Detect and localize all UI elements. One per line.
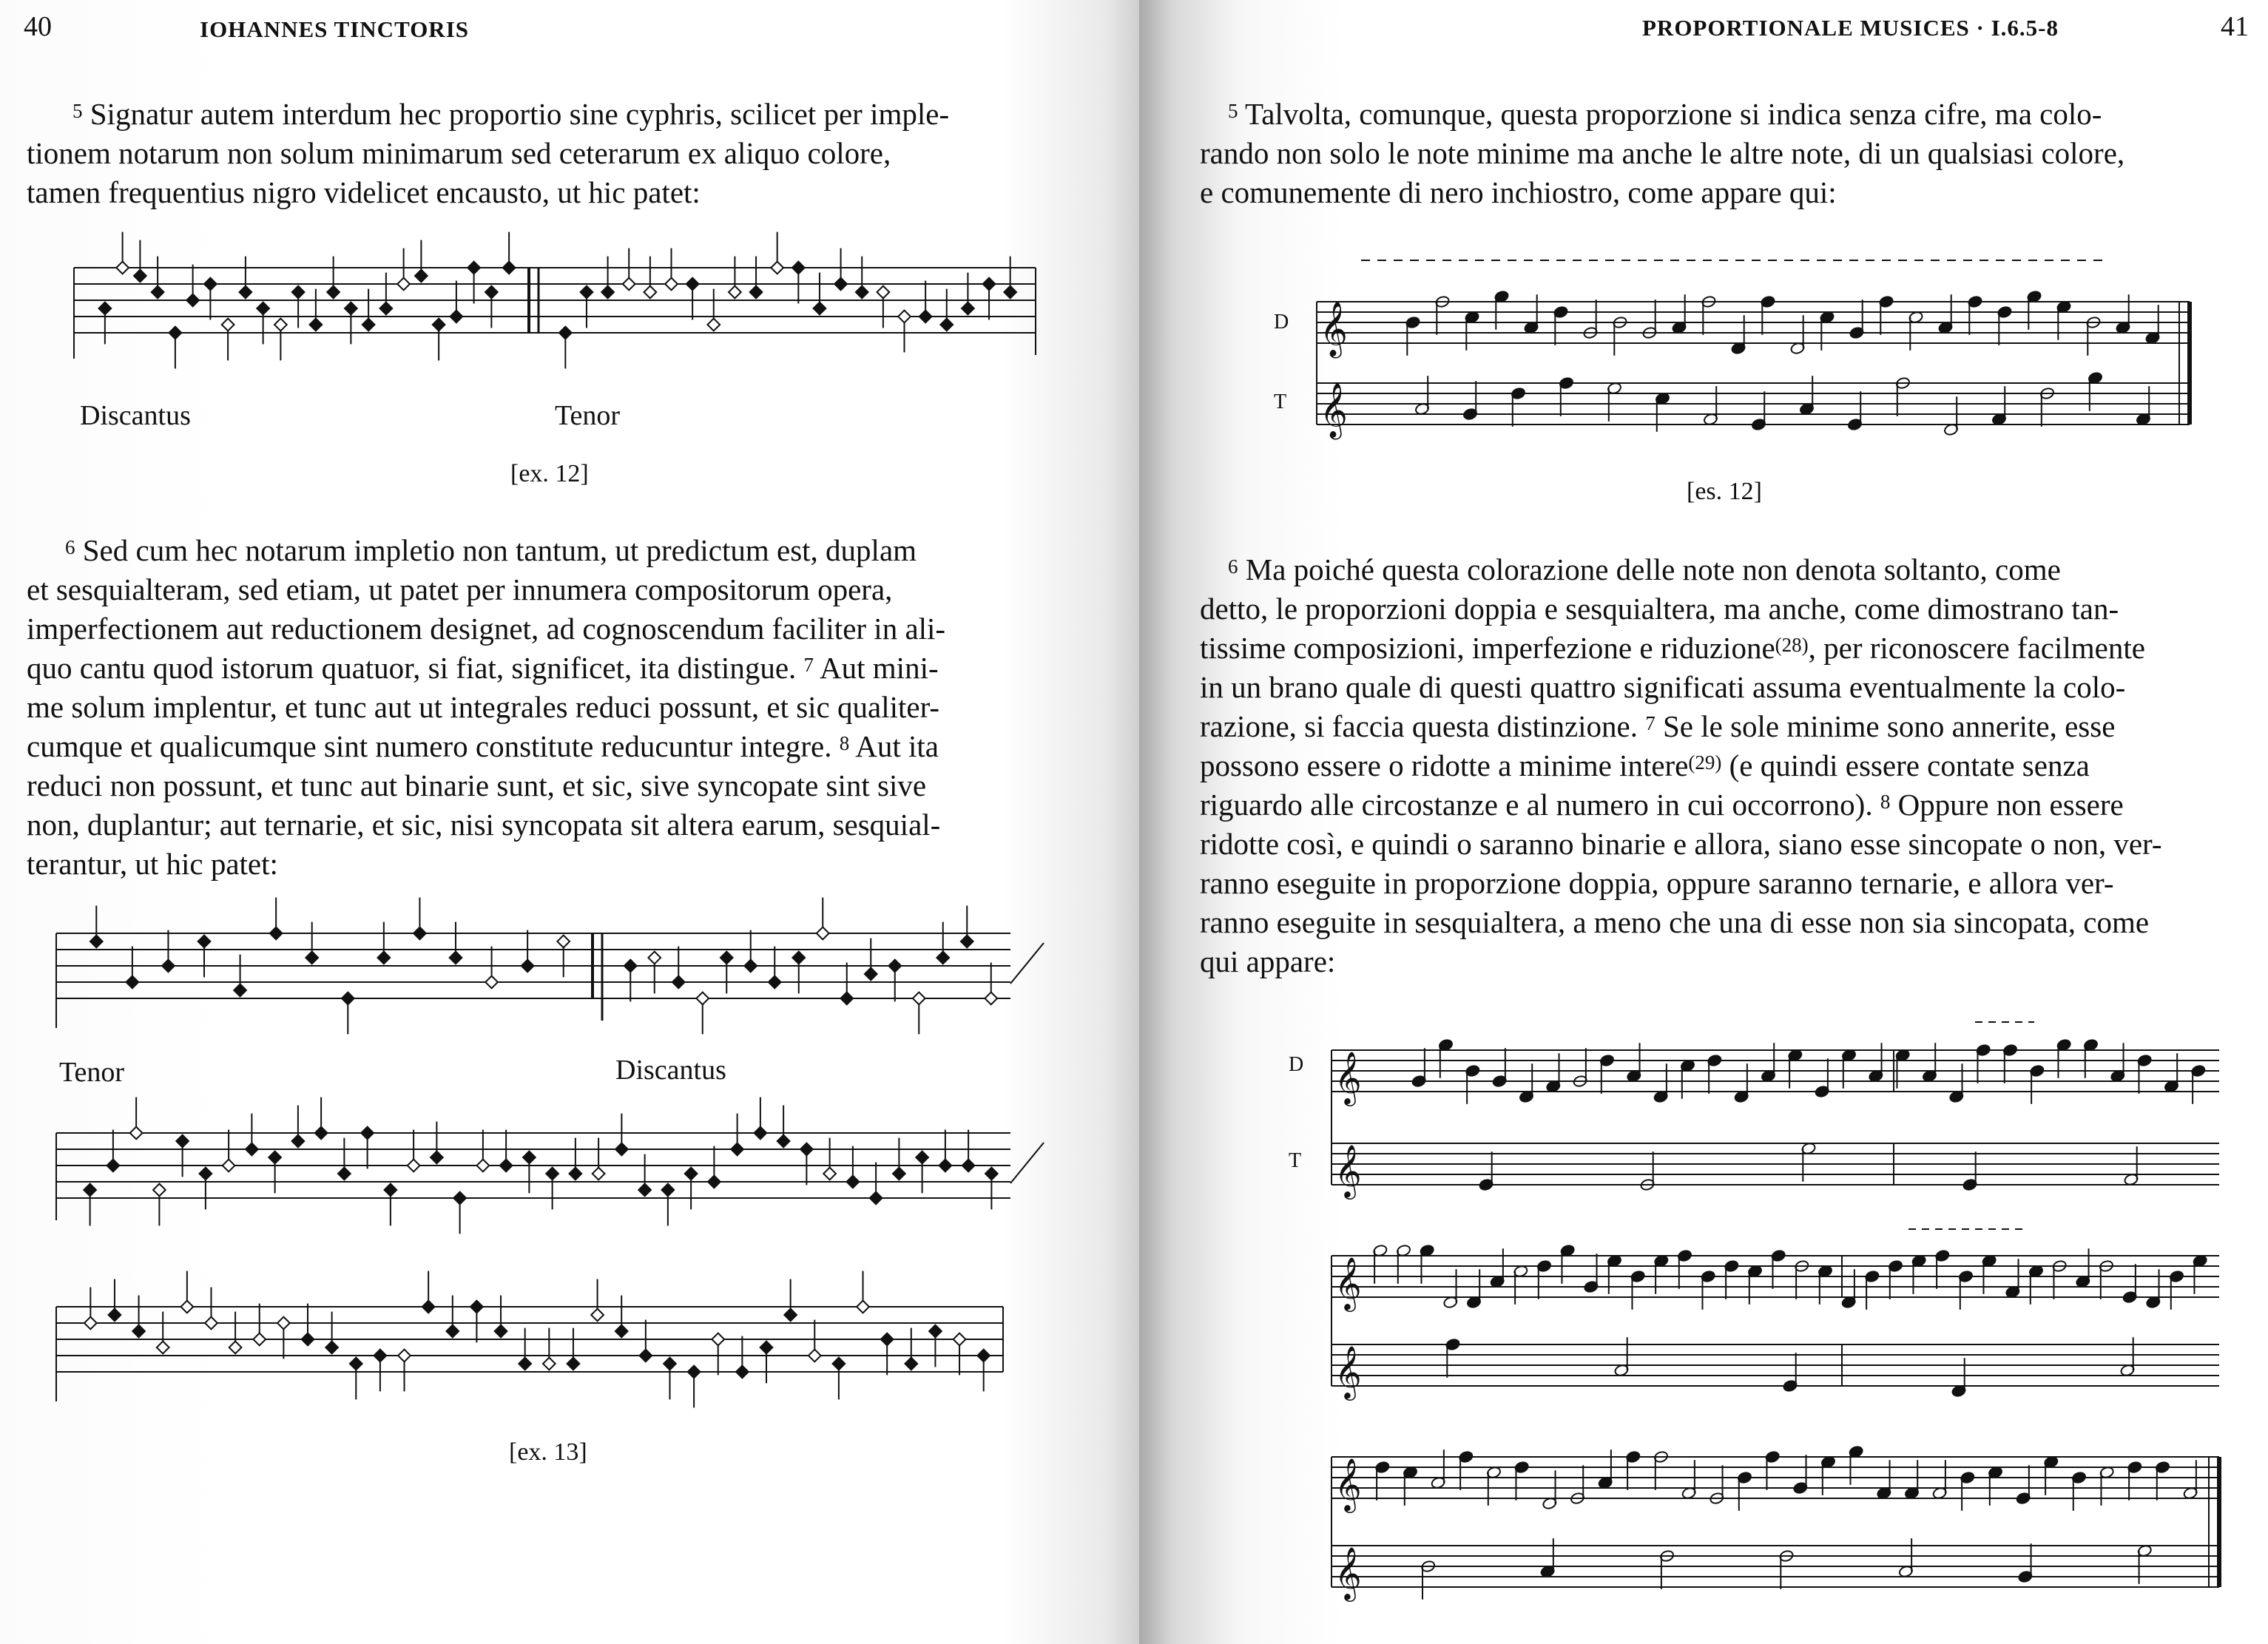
mensural-note bbox=[546, 1168, 558, 1180]
mensural-note bbox=[792, 952, 805, 964]
text-line: ranno eseguite in proporzione doppia, oppure saranno ternarie, e allora ver- bbox=[1200, 866, 2114, 900]
text-line: Signatur autem interdum hec proportio sine cyphris, scilicet per imple- bbox=[90, 97, 950, 131]
text-line: tionem notarum non solum minimarum sed ceterarum ex aliquo colore, bbox=[27, 136, 891, 170]
mensural-note bbox=[639, 1350, 652, 1362]
text-line: Talvolta, comunque, questa proporzione si indica senza cifre, ma colo- bbox=[1245, 97, 2102, 131]
mensural-note bbox=[84, 1184, 96, 1197]
text-line: tissime composizioni, imperfezione e riduzione bbox=[1200, 631, 1775, 665]
mensural-note bbox=[306, 952, 318, 964]
mensural-note bbox=[397, 278, 410, 291]
mensural-note bbox=[615, 1325, 628, 1338]
mensural-note bbox=[292, 286, 305, 299]
mensural-note bbox=[856, 286, 868, 299]
paragraph-6-italian bbox=[1200, 550, 2235, 981]
mensural-note bbox=[954, 1333, 966, 1346]
mensural-note bbox=[962, 1160, 975, 1172]
mensural-note bbox=[731, 1143, 743, 1156]
text-line: ranno eseguite in sesquialtera, a meno che una di esse non sia sincopata, come bbox=[1200, 905, 2150, 939]
mensural-note bbox=[107, 1160, 120, 1172]
mensural-note bbox=[665, 278, 678, 291]
mensural-note bbox=[162, 960, 175, 972]
mensural-note bbox=[769, 976, 781, 989]
text-line: cumque et qualicumque sint numero constitute reducuntur integre. bbox=[27, 729, 832, 763]
running-head-left: IOHANNES TINCTORIS bbox=[200, 16, 469, 42]
mensural-note bbox=[936, 952, 949, 964]
mensural-note bbox=[662, 1184, 675, 1197]
mensural-note bbox=[345, 302, 357, 315]
music-example-13-modern-system-2 bbox=[1324, 1220, 2227, 1405]
mensural-note bbox=[567, 1358, 580, 1370]
mensural-note bbox=[446, 1325, 459, 1338]
music-example-13-system-2 bbox=[49, 1124, 1055, 1235]
mensural-note bbox=[777, 1135, 790, 1148]
mensural-note bbox=[270, 927, 283, 940]
mensural-note bbox=[750, 286, 763, 299]
mensural-note bbox=[90, 936, 103, 948]
running-head-right: PROPORTIONALE MUSICES · I.6.5-8 bbox=[1642, 15, 2059, 41]
mensural-note bbox=[672, 976, 685, 989]
mensural-note bbox=[433, 319, 445, 331]
mensural-note bbox=[450, 952, 462, 964]
mensural-note bbox=[736, 1366, 749, 1379]
mensural-note bbox=[940, 319, 953, 331]
mensural-note bbox=[200, 1168, 212, 1180]
mensural-note bbox=[350, 1358, 362, 1370]
mensural-note bbox=[495, 1325, 507, 1338]
mensural-note bbox=[338, 1168, 351, 1180]
mensural-note bbox=[840, 992, 853, 1005]
voice-label-discantus: Discantus bbox=[615, 1055, 726, 1086]
mensural-note bbox=[414, 927, 426, 940]
text-line: Sed cum hec notarum impletio non tantum, ut predictum est, duplam bbox=[82, 533, 917, 567]
sentence-number: 8 bbox=[839, 732, 850, 754]
text-line: Aut ita bbox=[855, 729, 939, 763]
text-line: Se le sole minime sono annerite, esse bbox=[1662, 709, 2116, 743]
mensural-note bbox=[744, 960, 757, 972]
mensural-note bbox=[929, 1325, 942, 1338]
mensural-note bbox=[898, 311, 911, 323]
voice-label-discantus: Discantus bbox=[80, 400, 191, 431]
mensural-note bbox=[847, 1176, 860, 1188]
mensural-note bbox=[729, 286, 741, 299]
mensural-note bbox=[834, 278, 847, 291]
mensural-note bbox=[415, 270, 428, 283]
text-line: tamen frequentius nigro videlicet encausto, ut hic patet: bbox=[27, 175, 701, 209]
mensural-note bbox=[99, 302, 112, 315]
mensural-note bbox=[543, 1358, 556, 1370]
mensural-note bbox=[503, 262, 516, 274]
sentence-number: 7 bbox=[803, 654, 814, 676]
mensural-note bbox=[362, 319, 375, 331]
mensural-note bbox=[361, 1127, 374, 1140]
treble-clef-icon: 𝄞 bbox=[1334, 1546, 1362, 1600]
music-example-13-modern-system-1 bbox=[1324, 1013, 2227, 1205]
mensural-note bbox=[522, 960, 534, 972]
mensural-note bbox=[601, 286, 614, 299]
mensural-note bbox=[485, 286, 498, 299]
mensural-note bbox=[800, 1143, 813, 1156]
right-page bbox=[1139, 0, 2268, 1644]
mensural-note bbox=[380, 302, 393, 315]
mensural-note bbox=[961, 936, 973, 948]
treble-clef-icon: 𝄞 bbox=[1334, 1256, 1362, 1310]
mensural-note bbox=[198, 936, 211, 948]
mensural-note bbox=[857, 1301, 869, 1313]
mensural-note bbox=[1004, 286, 1016, 299]
text-line: in un brano quale di questi quattro significati assuma eventualmente la colo- bbox=[1200, 670, 2126, 704]
text-line: reduci non possunt, et tunc aut binarie sunt, et sic, sive syncopate sint sive bbox=[27, 768, 927, 802]
mensural-note bbox=[240, 286, 252, 299]
mensural-note bbox=[648, 952, 661, 964]
sentence-number: 8 bbox=[1880, 791, 1891, 813]
mensural-note bbox=[204, 278, 217, 291]
mensural-note bbox=[377, 952, 390, 964]
text-line: (e quindi essere contate senza bbox=[1729, 748, 2090, 782]
text-line: terantur, ut hic patet: bbox=[27, 847, 278, 881]
mensural-note bbox=[559, 327, 572, 339]
mensural-note bbox=[962, 302, 974, 315]
staff-label-d: D bbox=[1274, 311, 1289, 334]
mensural-note bbox=[814, 302, 826, 315]
mensural-note bbox=[708, 1176, 720, 1188]
text-line: Ma poiché questa colorazione delle note non denota soltanto, come bbox=[1245, 552, 2061, 586]
mensural-note bbox=[186, 294, 199, 307]
paragraph-number: 5 bbox=[1228, 100, 1238, 122]
mensural-note bbox=[223, 1160, 235, 1172]
mensural-note bbox=[468, 262, 480, 274]
paragraph-number: 5 bbox=[72, 100, 83, 122]
text-line: razione, si faccia questa distinzione. bbox=[1200, 709, 1638, 743]
example-caption: [es. 12] bbox=[1687, 478, 1762, 505]
mensural-note bbox=[477, 1160, 490, 1172]
mensural-note bbox=[274, 319, 287, 331]
mensural-note bbox=[615, 1143, 628, 1156]
mensural-note bbox=[500, 1160, 513, 1172]
mensural-note bbox=[623, 278, 635, 291]
staff-label-d: D bbox=[1289, 1053, 1304, 1076]
mensural-note bbox=[315, 1127, 328, 1140]
treble-clef-icon: 𝄞 bbox=[1320, 383, 1348, 438]
mensural-note bbox=[638, 1184, 651, 1197]
page-number-right: 41 bbox=[2221, 11, 2249, 42]
mensural-note bbox=[450, 311, 463, 323]
mensural-note bbox=[157, 1342, 169, 1354]
mensural-note bbox=[985, 992, 997, 1005]
mensural-note bbox=[398, 1350, 411, 1362]
mensural-note bbox=[134, 270, 146, 283]
mensural-note bbox=[132, 1325, 145, 1338]
text-line: me solum implentur, et tunc aut ut integrales reduci possunt, et sic qualiter- bbox=[27, 690, 940, 724]
mensural-note bbox=[84, 1317, 97, 1330]
mensural-note bbox=[557, 936, 570, 948]
treble-clef-icon: 𝄞 bbox=[1334, 1143, 1362, 1197]
mensural-note bbox=[523, 1151, 536, 1164]
paragraph-6-latin bbox=[27, 531, 1077, 884]
mensural-note bbox=[153, 1184, 166, 1197]
text-line: et sesquialteram, sed etiam, ut patet per innumera compositorum opera, bbox=[27, 572, 893, 606]
mensural-note bbox=[253, 1333, 266, 1346]
mensural-note bbox=[784, 1309, 797, 1322]
mensural-note bbox=[374, 1350, 387, 1362]
mensural-note bbox=[342, 992, 354, 1005]
mensural-note bbox=[833, 1358, 846, 1370]
voice-label-tenor: Tenor bbox=[59, 1057, 125, 1088]
music-example-13-modern-system-3 bbox=[1324, 1427, 2227, 1612]
mensural-note bbox=[327, 286, 340, 299]
mensural-note bbox=[707, 319, 720, 331]
music-example-13-system-3 bbox=[49, 1298, 1055, 1416]
mensural-note bbox=[688, 1366, 701, 1379]
mensural-note bbox=[277, 1317, 290, 1330]
mensural-note bbox=[870, 1192, 882, 1205]
music-example-12-modern bbox=[1309, 251, 2212, 444]
mensural-note bbox=[422, 1301, 435, 1313]
text-line: Aut mini- bbox=[820, 651, 939, 685]
mensural-note bbox=[385, 1184, 397, 1197]
mensural-note bbox=[919, 311, 932, 323]
text-line: possono essere o ridotte a minime intere bbox=[1200, 748, 1689, 782]
mensural-note bbox=[905, 1358, 917, 1370]
text-line: detto, le proporzioni doppia e sesquialtera, ma anche, come dimostrano tan- bbox=[1200, 592, 2119, 626]
sentence-number: 7 bbox=[1645, 712, 1656, 734]
staff-label-t: T bbox=[1274, 390, 1287, 413]
example-caption: [ex. 12] bbox=[510, 460, 589, 487]
mensural-note bbox=[302, 1333, 314, 1346]
mensural-note bbox=[755, 1127, 767, 1140]
mensural-note bbox=[453, 1192, 466, 1205]
mensural-note bbox=[809, 1350, 821, 1362]
mensural-note bbox=[109, 1309, 121, 1322]
mensural-note bbox=[116, 262, 129, 274]
mensural-note bbox=[760, 1342, 773, 1354]
text-line: ridotte così, e quindi o saranno binarie e allora, siano esse sincopate o non, ver- bbox=[1200, 827, 2162, 861]
text-line: Oppure non essere bbox=[1897, 788, 2124, 822]
mensural-note bbox=[246, 1143, 258, 1156]
treble-clef-icon: 𝄞 bbox=[1334, 1457, 1362, 1511]
mensural-note bbox=[686, 278, 699, 291]
mensural-note bbox=[152, 286, 164, 299]
text-line: qui appare: bbox=[1200, 944, 1336, 978]
paragraph-5-latin bbox=[27, 95, 1077, 212]
voice-label-tenor: Tenor bbox=[555, 400, 621, 431]
mensural-note bbox=[881, 1333, 894, 1346]
music-example-13-system-1 bbox=[49, 924, 1055, 1035]
mensural-note bbox=[644, 286, 657, 299]
mensural-note bbox=[792, 262, 805, 274]
mensural-note bbox=[310, 319, 323, 331]
mensural-note bbox=[591, 1309, 604, 1322]
mensural-note bbox=[229, 1342, 242, 1354]
music-example-12-mensural bbox=[67, 259, 1043, 362]
mensural-note bbox=[519, 1358, 531, 1370]
mensural-note bbox=[817, 927, 829, 940]
mensural-note bbox=[205, 1317, 217, 1330]
mensural-note bbox=[269, 1151, 281, 1164]
paragraph-number: 6 bbox=[1228, 555, 1238, 578]
mensural-note bbox=[977, 1350, 990, 1362]
mensural-note bbox=[257, 302, 269, 315]
example-caption: [ex. 13] bbox=[509, 1438, 587, 1466]
mensural-note bbox=[913, 992, 925, 1005]
mensural-note bbox=[180, 1301, 193, 1313]
mensural-note bbox=[983, 278, 996, 291]
mensural-note bbox=[581, 286, 593, 299]
mensural-note bbox=[696, 992, 709, 1005]
mensural-note bbox=[431, 1151, 443, 1164]
mensural-note bbox=[130, 1127, 143, 1140]
treble-clef-icon: 𝄞 bbox=[1334, 1050, 1362, 1104]
page-number-left: 40 bbox=[24, 11, 52, 42]
mensural-note bbox=[823, 1168, 836, 1180]
footnote-ref: (28) bbox=[1775, 634, 1809, 656]
mensural-note bbox=[985, 1168, 998, 1180]
mensural-note bbox=[865, 968, 877, 981]
mensural-note bbox=[408, 1160, 420, 1172]
text-line: non, duplantur; aut ternarie, et sic, nisi syncopata sit altera earum, sesquial- bbox=[27, 808, 941, 842]
mensural-note bbox=[485, 976, 498, 989]
mensural-note bbox=[126, 976, 138, 989]
mensural-note bbox=[664, 1358, 676, 1370]
staff-label-t: T bbox=[1289, 1149, 1302, 1172]
mensural-note bbox=[685, 1168, 698, 1180]
text-line: riguardo alle circostanze e al numero in cui occorrono). bbox=[1200, 788, 1873, 822]
mensural-note bbox=[712, 1333, 724, 1346]
mensural-note bbox=[624, 960, 637, 972]
mensural-note bbox=[234, 984, 246, 997]
mensural-note bbox=[888, 960, 901, 972]
mensural-note bbox=[771, 262, 783, 274]
mensural-note bbox=[222, 319, 234, 331]
mensural-note bbox=[325, 1342, 338, 1354]
text-line: , per riconoscere facilmente bbox=[1808, 631, 2145, 665]
mensural-note bbox=[176, 1135, 189, 1148]
mensural-note bbox=[470, 1301, 483, 1313]
text-line: imperfectionem aut reductionem designet, ad cognoscendum faciliter in ali- bbox=[27, 612, 946, 646]
mensural-note bbox=[893, 1168, 905, 1180]
mensural-note bbox=[570, 1168, 582, 1180]
treble-clef-icon: 𝄞 bbox=[1334, 1344, 1362, 1398]
mensural-note bbox=[292, 1135, 305, 1148]
footnote-ref: (29) bbox=[1688, 751, 1722, 774]
paragraph-number: 6 bbox=[65, 536, 75, 558]
mensural-note bbox=[720, 952, 733, 964]
text-line: rando non solo le note minime ma anche le altre note, di un qualsiasi colore, bbox=[1200, 136, 2125, 170]
text-line: e comunemente di nero inchiostro, come appare qui: bbox=[1200, 175, 1837, 209]
mensural-note bbox=[593, 1168, 605, 1180]
mensural-note bbox=[939, 1160, 952, 1172]
mensural-note bbox=[916, 1151, 928, 1164]
paragraph-5-italian bbox=[1200, 95, 2235, 212]
mensural-note bbox=[169, 327, 182, 339]
text-line: quo cantu quod istorum quatuor, si fiat, significet, ita distingue. bbox=[27, 651, 797, 685]
mensural-note bbox=[877, 286, 890, 299]
treble-clef-icon: 𝄞 bbox=[1320, 302, 1348, 356]
